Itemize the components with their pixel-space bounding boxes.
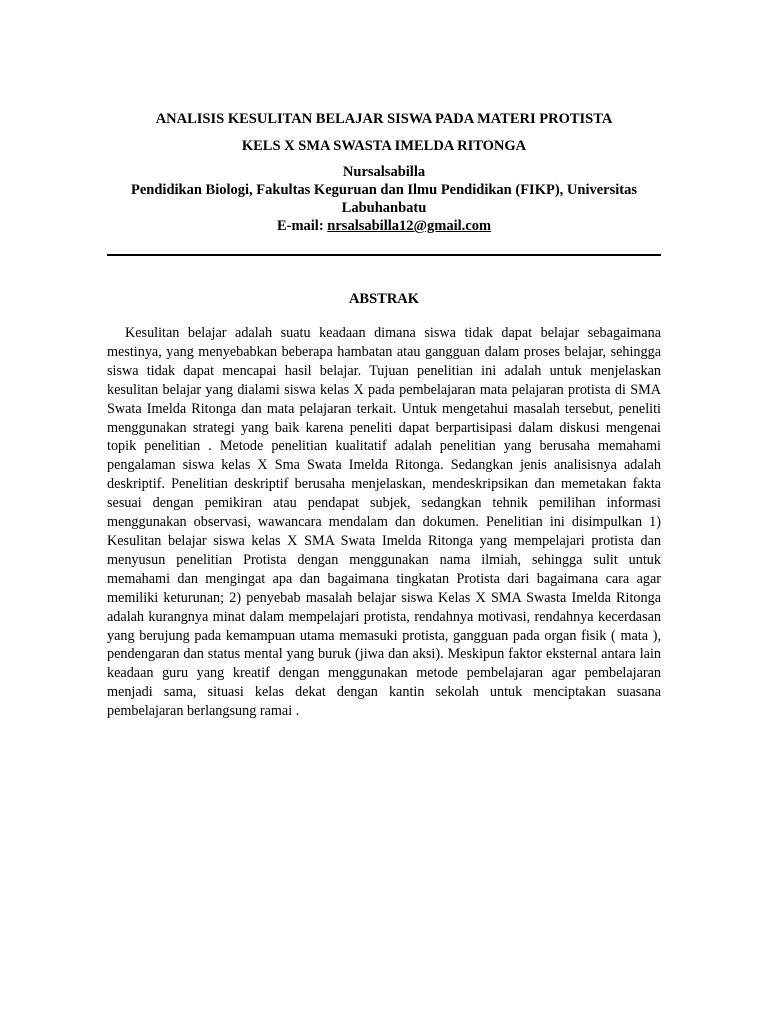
author-email	[0, 217, 768, 235]
author-name: Nursalsabilla	[342, 164, 426, 180]
abstract-body: Kesulitan belajar adalah suatu keadaan dimana siswa tidak dapat belajar sebagaimana mestinya, yang menyebabkan beberapa hambatan atau gangguan dalam proses belajar, sehingga siswa tidak dapat mencapai hasil belajar. Tujuan penelitian ini adalah untuk menjelaskan kesulitan belajar yang dialami siswa kelas X pada pembelajaran mata pelajaran protista di SMA Swata Imelda Ritonga dan mata pelajaran terkait. Untuk mengetahui masalah tersebut, peneliti menggunakan strategi yang baik karena peneliti dapat berpartisipasi dalam diskusi mengenai topik penelitian . Metode penelitian kualitatif adalah penelitian yang berusaha memahami pengalaman siswa kelas X Sma Swata Imelda Ritonga. Sedangkan jenis analisisnya adalah deskriptif. Penelitian deskriptif berusaha menjelaskan, mendeskripsikan dan memetakan fakta sesuai dengan pemikiran atau pendapat subjek, sedangkan tehnik pemilihan informasi menggunakan observasi, wawancara mendalam dan dokumen. Penelitian ini disimpulkan 1) Kesulitan belajar siswa kelas X SMA Swata Imelda Ritonga yang mempelajari protista dan menyusun penelitian Protista dengan menggunakan nama ilmiah, sehingga sulit untuk memahami dan mengingat apa dan bagaimana tingkatan Protista dari bagaimana cara agar memiliki keturunan; 2) penyebab masalah belajar siswa Kelas X SMA Swasta Imelda Ritonga adalah kurangnya minat dalam mempelajari protista, rendahnya motivasi, rendahnya kecerdasan yang berujung pada kemampuan utama memasuki protista, gangguan pada organ fisik ( mata ), pendengaran dan status mental yang buruk (jiwa dan aksi). Meskipun faktor eksternal antara lain keadaan guru yang kreatif dengan menggunakan metode pembelajaran agar pembelajaran menjadi sama, situasi kelas dekat dengan kantin sekolah untuk menciptakan suasana pembelajaran berlangsung ramai .	[107, 325, 661, 720]
email-label: E-mail:	[276, 218, 328, 234]
email-link[interactable]: nrsalsabilla12@gmail.com	[327, 218, 492, 234]
author-affiliation: Pendidikan Biologi, Fakultas Keguruan dan Ilmu Pendidikan (FIKP), Universitas Labuhanbatu	[131, 182, 637, 216]
paper-title-line-2: KELS X SMA SWASTA IMELDA RITONGA	[241, 138, 527, 154]
header-divider	[107, 254, 661, 256]
paper-title-line-1: ANALISIS KESULITAN BELAJAR SISWA PADA MATERI PROTISTA	[155, 111, 613, 127]
abstract-heading: ABSTRAK	[348, 291, 420, 307]
